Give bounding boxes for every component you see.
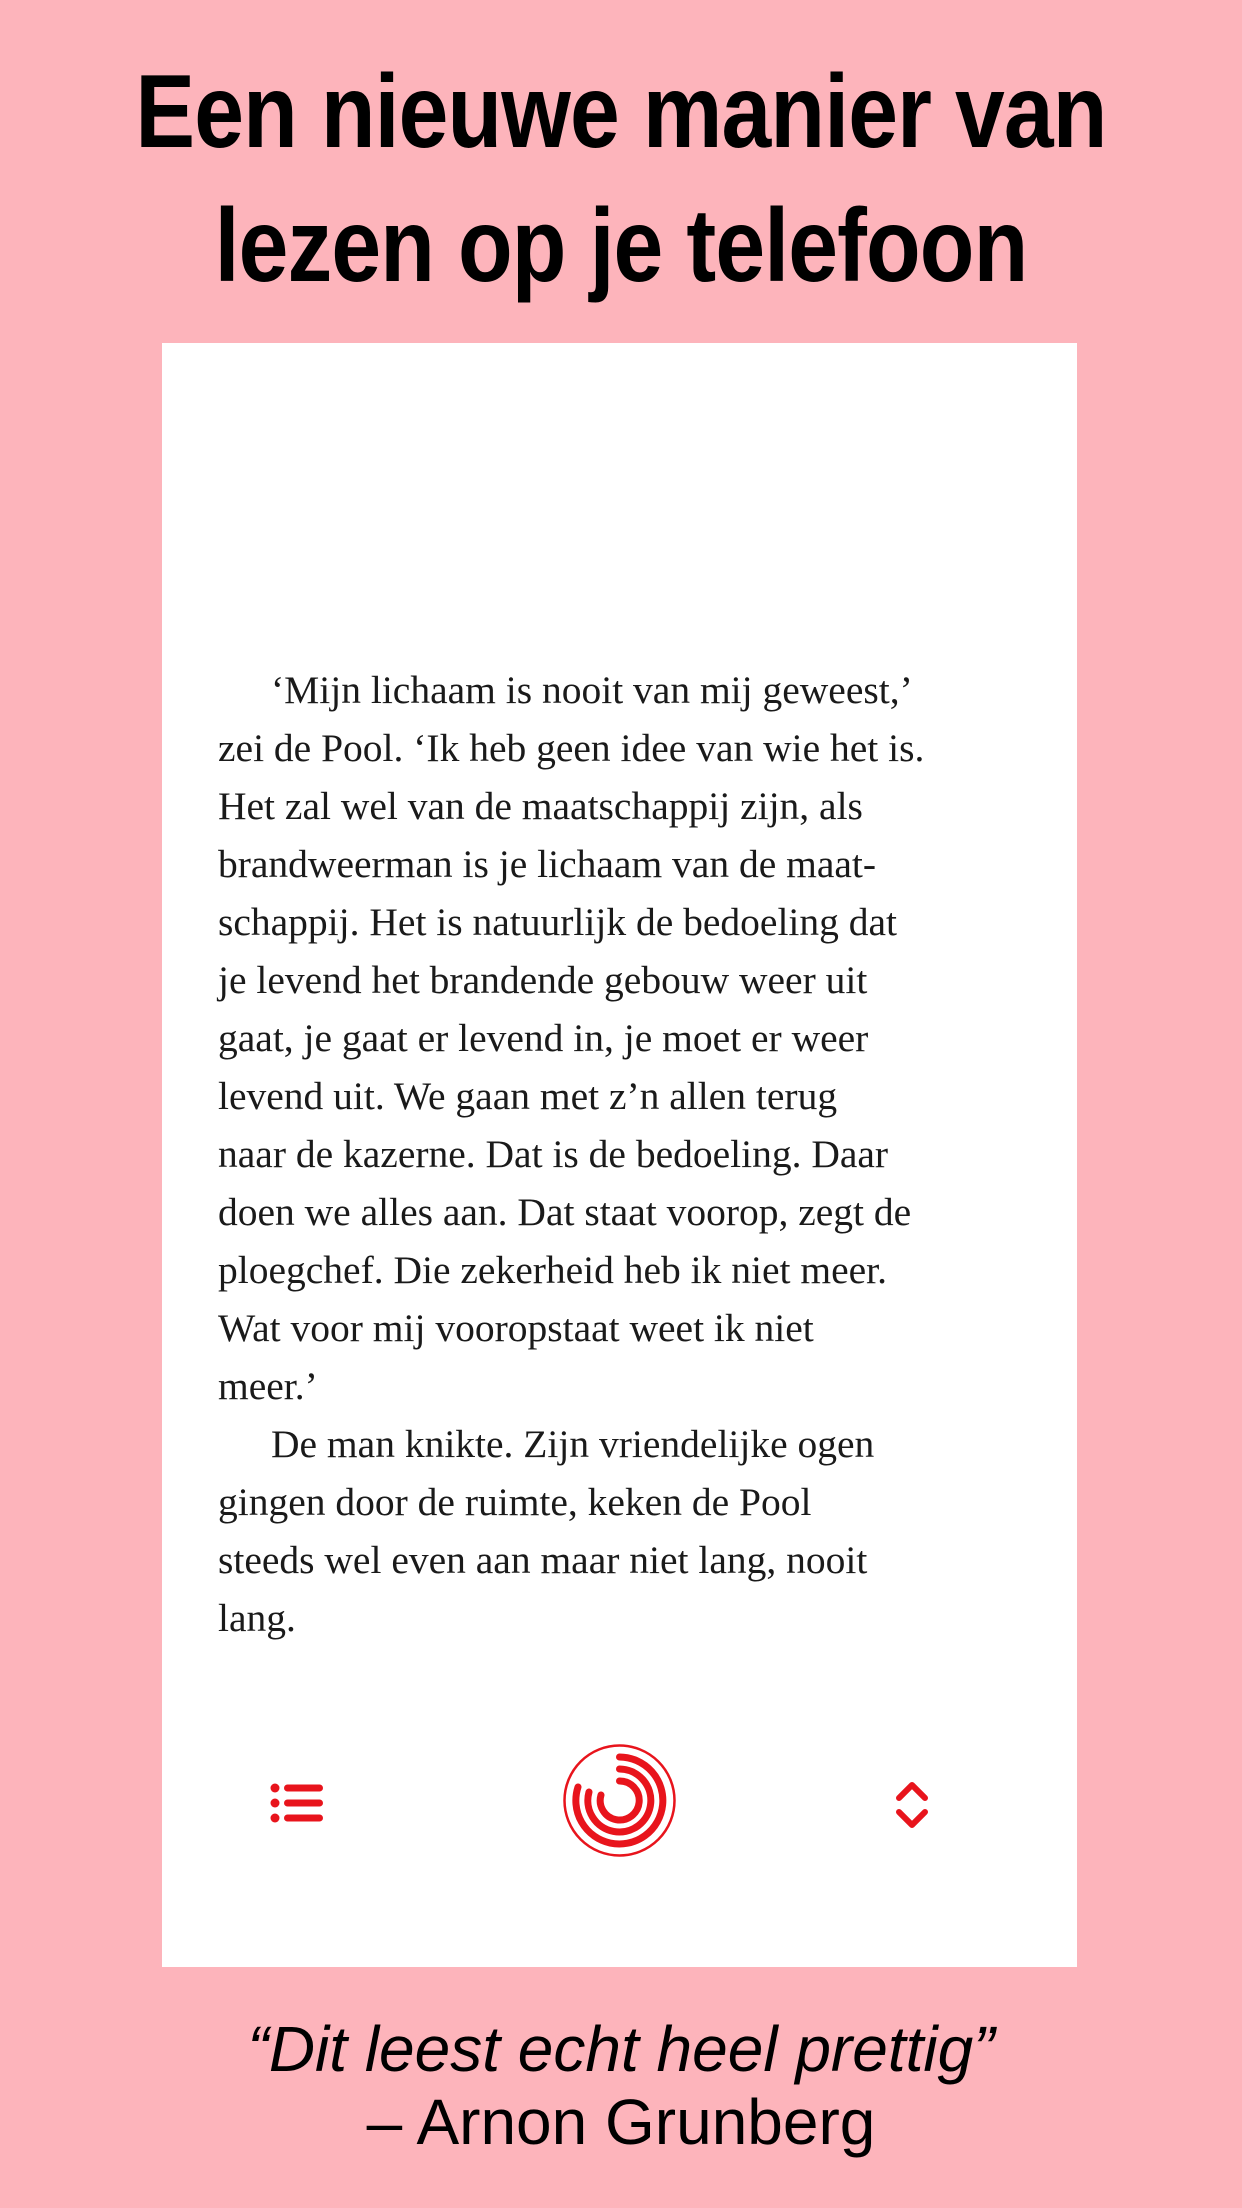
- text-line: ploegchef. Die zekerheid heb ik niet meer.: [218, 1248, 888, 1292]
- text-line: Het zal wel van de maatschappij zijn, als: [218, 784, 863, 828]
- headline-line-2: lezen op je telefoon: [214, 188, 1028, 304]
- text-line: gingen door de ruimte, keken de Pool: [218, 1480, 812, 1524]
- text-line: levend uit. We gaan met z’n allen terug: [218, 1074, 838, 1118]
- headline: [87, 45, 1155, 313]
- testimonial-author: – Arnon Grunberg: [366, 2086, 876, 2158]
- text-line: lang.: [218, 1596, 296, 1640]
- text-line: gaat, je gaat er levend in, je moet er weer: [218, 1016, 869, 1060]
- text-line: brandweerman is je lichaam van de maat-: [218, 842, 877, 886]
- text-line: doen we alles aan. Dat staat voorop, zegt de: [218, 1190, 912, 1234]
- scroll-mode-button[interactable]: [882, 1775, 942, 1835]
- headline-line-1: Een nieuwe manier van: [135, 54, 1107, 170]
- text-line: zei de Pool. ‘Ik heb geen idee van wie het is.: [218, 726, 925, 770]
- chevron-up-down-icon: [894, 1778, 930, 1832]
- text-line: meer.’: [218, 1364, 318, 1408]
- reader-mode-button[interactable]: [562, 1743, 677, 1858]
- text-line: naar de kazerne. Dat is de bedoeling. Daar: [218, 1132, 889, 1176]
- text-line: je levend het brandende gebouw weer uit: [218, 958, 868, 1002]
- list-icon: [270, 1783, 324, 1823]
- text-line: ‘Mijn lichaam is nooit van mij geweest,’: [271, 668, 913, 712]
- phone-screen: [162, 343, 1077, 1967]
- text-line: schappij. Het is natuurlijk de bedoeling dat: [218, 900, 898, 944]
- testimonial-quote: “Dit leest echt heel prettig”: [247, 2013, 995, 2085]
- reader-text: [218, 661, 1038, 1647]
- text-line: Wat voor mij vooropstaat weet ik niet: [218, 1306, 814, 1350]
- text-line: steeds wel even aan maar niet lang, nooit: [218, 1538, 868, 1582]
- text-line: De man knikte. Zijn vriendelijke ogen: [271, 1422, 875, 1466]
- table-of-contents-button[interactable]: [262, 1773, 332, 1833]
- circular-reader-logo-icon: [562, 1743, 677, 1858]
